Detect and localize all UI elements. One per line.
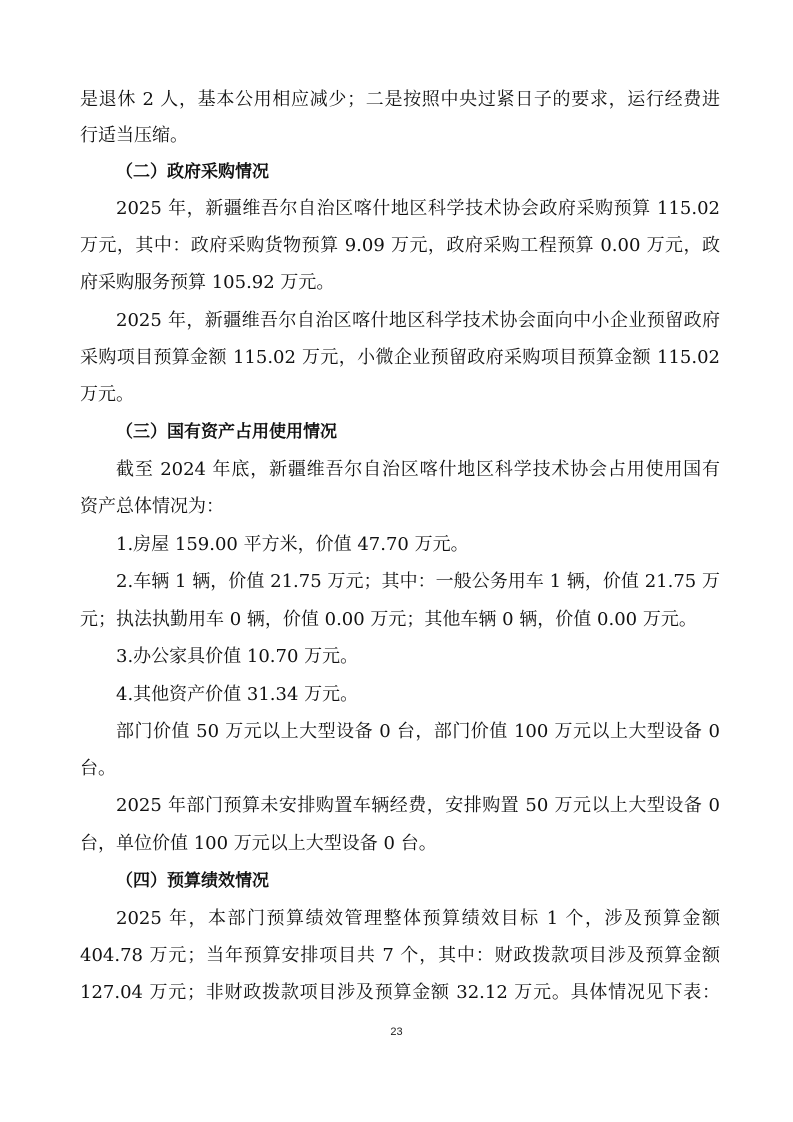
list-item-furniture: 3.办公家具价值 10.70 万元。	[116, 646, 359, 667]
paragraph-line: 127.04 万元；非财政拨款项目涉及预算金额 32.12 万元。具体情况见下表：	[80, 982, 720, 1003]
paragraph-line: 是退休 2 人，基本公用相应减少；二是按照中央过紧日子的要求，运行经费进	[80, 89, 720, 110]
paragraph-line: 行适当压缩。	[80, 125, 188, 146]
paragraph-line: 2025 年部门预算未安排购置车辆经费，安排购置 50 万元以上大型设备 0	[116, 795, 720, 816]
paragraph-line: 府采购服务预算 105.92 万元。	[80, 272, 335, 293]
paragraph-line: 台。	[80, 758, 116, 779]
paragraph-line: 404.78 万元；当年预算安排项目共 7 个，其中：财政拨款项目涉及预算金额	[80, 945, 720, 966]
paragraph-line: 2025 年，本部门预算绩效管理整体预算绩效目标 1 个，涉及预算金额	[116, 908, 720, 929]
page-number: 23	[390, 1026, 403, 1038]
section-heading-procurement: （二）政府采购情况	[116, 162, 269, 182]
list-item-housing: 1.房屋 159.00 平方米，价值 47.70 万元。	[116, 534, 469, 555]
list-item-other-assets: 4.其他资产价值 31.34 万元。	[116, 684, 359, 705]
paragraph-line: 台，单位价值 100 万元以上大型设备 0 台。	[80, 833, 437, 854]
list-item-vehicles: 2.车辆 1 辆，价值 21.75 万元；其中：一般公务用车 1 辆，价值 21.75 万	[116, 571, 720, 592]
section-heading-performance: （四）预算绩效情况	[116, 871, 269, 891]
paragraph-line: 2025 年，新疆维吾尔自治区喀什地区科学技术协会面向中小企业预留政府	[116, 310, 720, 331]
paragraph-line: 元；执法执勤用车 0 辆，价值 0.00 万元；其他车辆 0 辆，价值 0.00 万元。	[80, 609, 697, 630]
paragraph-line: 万元，其中：政府采购货物预算 9.09 万元，政府采购工程预算 0.00 万元，政	[80, 235, 720, 256]
section-heading-state-assets: （三）国有资产占用使用情况	[116, 422, 337, 442]
paragraph-line: 采购项目预算金额 115.02 万元，小微企业预留政府采购项目预算金额 115.02	[80, 347, 720, 368]
paragraph-line: 2025 年，新疆维吾尔自治区喀什地区科学技术协会政府采购预算 115.02	[116, 198, 720, 219]
paragraph-line: 部门价值 50 万元以上大型设备 0 台，部门价值 100 万元以上大型设备 0	[116, 721, 720, 742]
paragraph-line: 资产总体情况为：	[80, 496, 224, 517]
paragraph-line: 万元。	[80, 384, 134, 405]
paragraph-line: 截至 2024 年底，新疆维吾尔自治区喀什地区科学技术协会占用使用国有	[116, 459, 720, 480]
